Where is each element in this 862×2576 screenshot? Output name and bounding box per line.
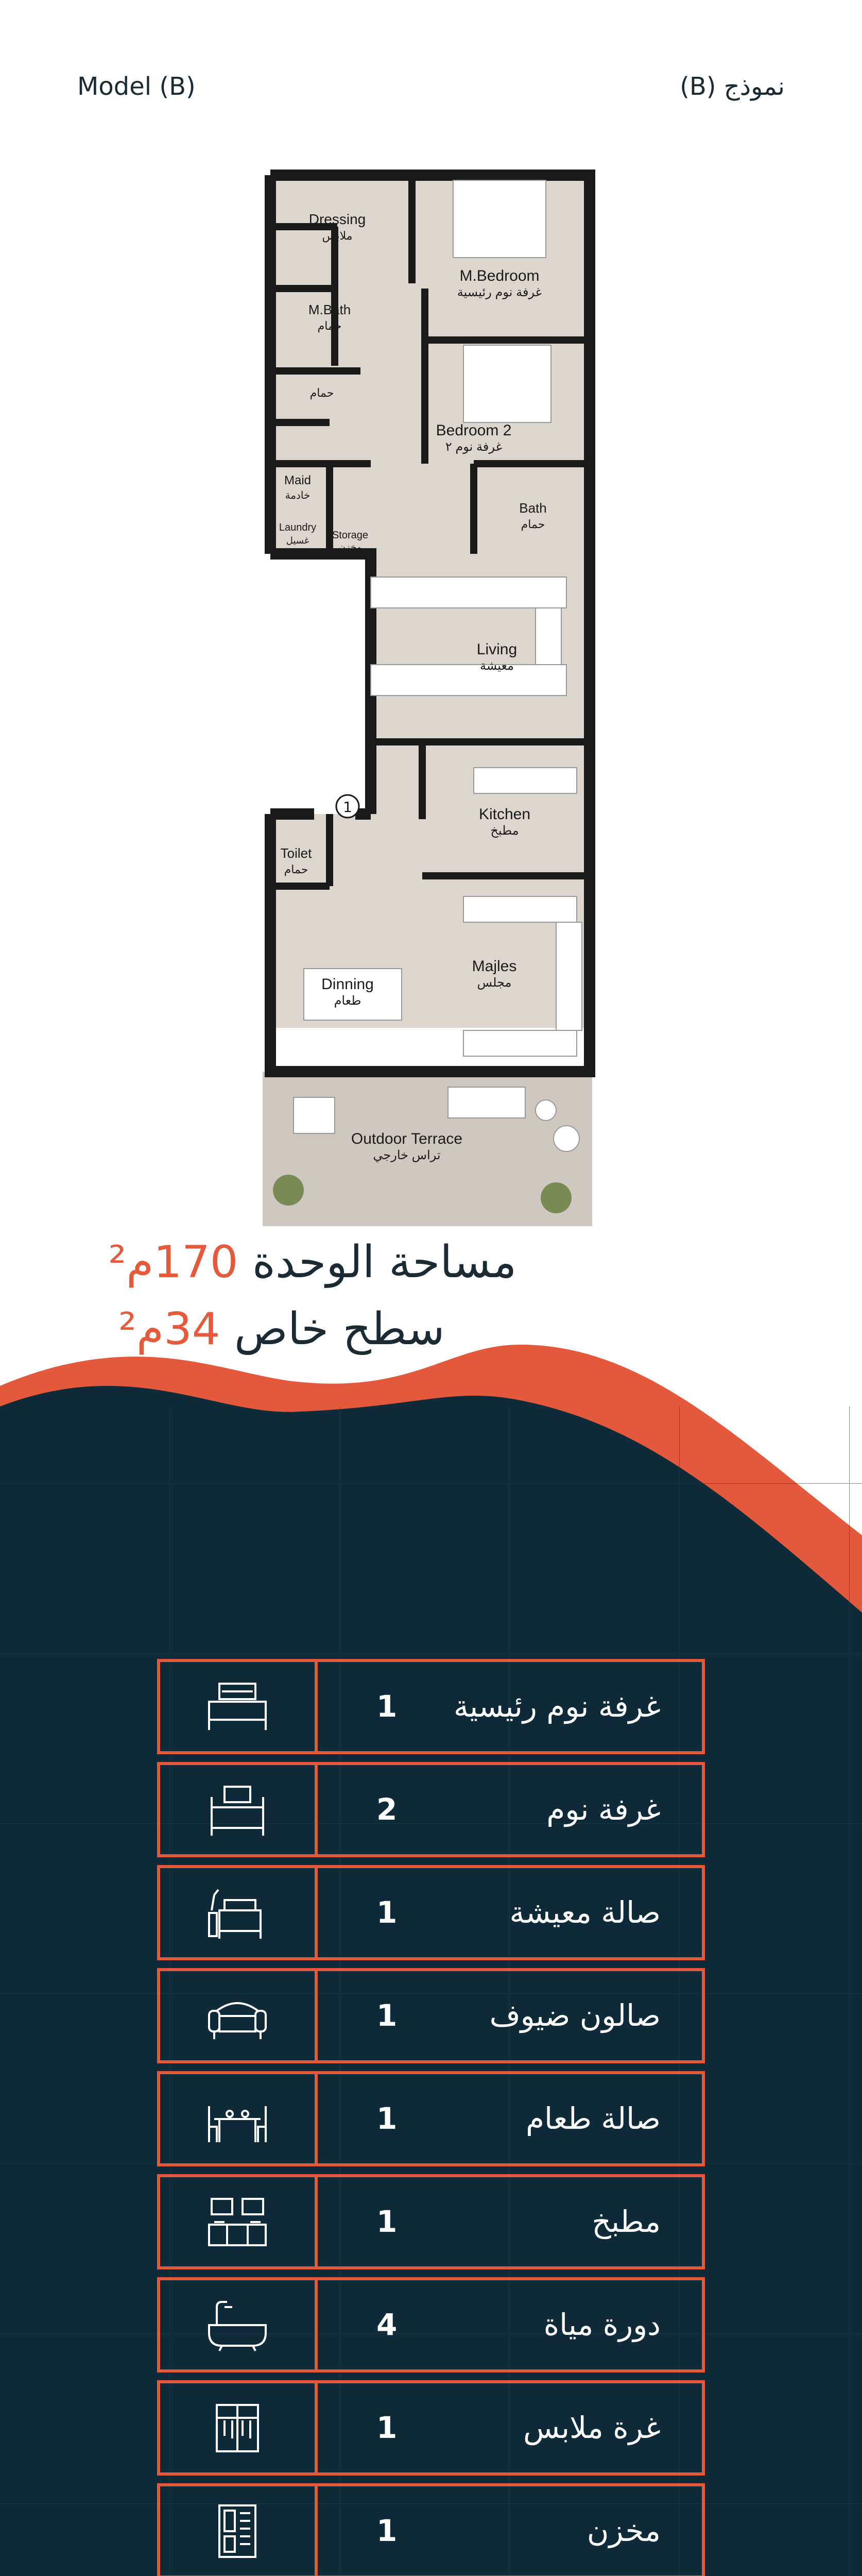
feature-label: غرفة نوم <box>546 1792 661 1827</box>
room-terrace-ar: تراس خارجي <box>373 1148 441 1162</box>
room-bath-ar: حمام <box>521 518 545 531</box>
room-toilet-ar: حمام <box>284 863 308 876</box>
feature-count: 1 <box>376 2101 398 2136</box>
room-majles-en: Majles <box>472 958 517 975</box>
armchair-icon <box>160 1868 318 1957</box>
room-majles-ar: مجلس <box>477 976 512 990</box>
room-kitchen-en: Kitchen <box>478 806 531 823</box>
unit-area-label: مساحة الوحدة <box>238 1236 517 1288</box>
feature-label: مخزن <box>587 2513 661 2549</box>
room-maid-en: Maid <box>284 473 312 487</box>
feature-label: دورة مياة <box>543 2307 661 2343</box>
roof-area-label: سطح خاص <box>220 1303 445 1355</box>
room-storage-ar: مخزن <box>338 542 362 552</box>
roof-area-value: 34م² <box>118 1303 220 1355</box>
feature-count: 1 <box>376 1998 398 2033</box>
room-living-en: Living <box>476 641 518 658</box>
model-title-en: Model (B) <box>77 72 196 101</box>
room-mbedroom-en: M.Bedroom <box>459 267 540 284</box>
room-storage-en: Storage <box>332 530 369 541</box>
feature-row-dining <box>157 2071 705 2166</box>
feature-label: مطبخ <box>592 2204 661 2240</box>
feature-label: صالة طعام <box>526 2101 661 2137</box>
kitchen-icon <box>160 2177 318 2266</box>
feature-label: صالة معيشة <box>509 1895 661 1930</box>
feature-row-kitchen <box>157 2174 705 2269</box>
feature-count: 2 <box>376 1792 398 1827</box>
room-mbedroom-ar: غرفة نوم رئيسية <box>457 285 542 299</box>
feature-count: 1 <box>376 2513 398 2548</box>
room-terrace-en: Outdoor Terrace <box>351 1130 463 1147</box>
room-kitchen-ar: مطبخ <box>490 824 519 838</box>
room-dinning-en: Dinning <box>321 976 374 993</box>
feature-count: 1 <box>376 2204 398 2239</box>
master-bed <box>453 180 546 258</box>
storage-icon <box>160 2486 318 2575</box>
sofa-icon <box>160 1971 318 2060</box>
floor-plan <box>0 155 862 1236</box>
room-dressing-ar: ملابس <box>322 229 353 242</box>
room-laundry-ar: غسيل <box>286 535 309 546</box>
room-bedroom2-ar: غرفة نوم ٢ <box>445 440 503 454</box>
room-maid-ar: خادمة <box>285 490 311 501</box>
feature-row-master-bedroom <box>157 1659 705 1754</box>
room-living-ar: معيشة <box>480 659 514 673</box>
room-bedroom2-en: Bedroom 2 <box>436 422 512 439</box>
room-bath-small-ar: حمام <box>309 386 334 399</box>
entrance-marker-label: 1 <box>343 799 352 816</box>
dining-icon <box>160 2074 318 2163</box>
bed-icon <box>160 1765 318 1854</box>
feature-row-storage <box>157 2483 705 2576</box>
room-mbath-ar: حمام <box>317 319 342 332</box>
features-table <box>157 1659 705 2576</box>
feature-row-bedroom <box>157 1762 705 1857</box>
model-title-ar: نموذج (B) <box>680 72 785 101</box>
unit-area-value: 170م² <box>108 1236 238 1288</box>
roof-area <box>0 1303 713 1355</box>
feature-label: غرة ملابس <box>523 2410 661 2446</box>
feature-count: 1 <box>376 1895 398 1930</box>
room-dressing-en: Dressing <box>308 211 366 227</box>
feature-row-living <box>157 1865 705 1960</box>
feature-label: غرفة نوم رئيسية <box>453 1689 661 1724</box>
room-mbath-en: M.Bath <box>308 302 351 317</box>
bathtub-icon <box>160 2280 318 2369</box>
room-laundry-en: Laundry <box>279 522 317 533</box>
feature-count: 4 <box>376 2307 398 2342</box>
wardrobe-icon <box>160 2383 318 2472</box>
unit-area <box>0 1236 744 1288</box>
feature-row-guest-salon <box>157 1968 705 2063</box>
bed-2 <box>463 345 551 422</box>
master-bed-icon <box>160 1662 318 1751</box>
feature-row-bathroom <box>157 2277 705 2372</box>
feature-count: 1 <box>376 1689 398 1724</box>
feature-count: 1 <box>376 2410 398 2445</box>
feature-label: صالون ضيوف <box>489 1998 661 2033</box>
room-toilet-en: Toilet <box>280 845 312 861</box>
room-bath-en: Bath <box>519 500 547 516</box>
feature-row-dressing <box>157 2380 705 2476</box>
room-dinning-ar: طعام <box>334 994 361 1008</box>
